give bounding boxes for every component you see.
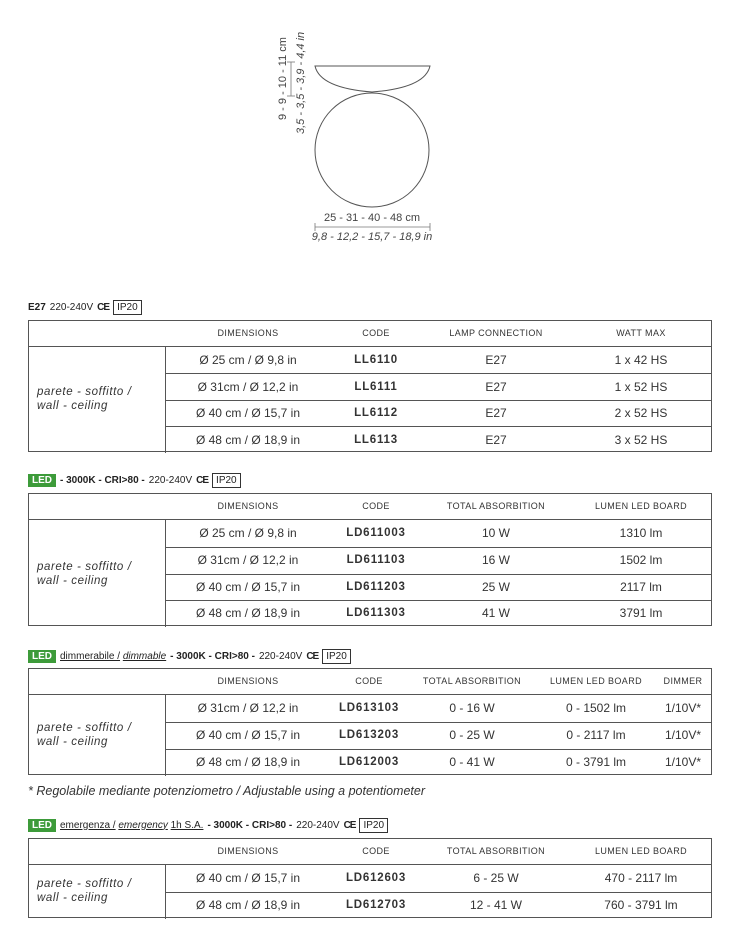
cell-dimensions: Ø 25 cm / Ø 9,8 in: [199, 526, 297, 540]
col-code: CODE: [362, 328, 390, 338]
feature-label-en: emergency: [118, 819, 168, 831]
cell-dimensions: Ø 40 cm / Ø 15,7 in: [195, 728, 301, 742]
cell-code: LD613203: [338, 729, 400, 741]
table-header: [29, 839, 711, 865]
cell-watt-max: 1 x 42 HS: [614, 353, 668, 367]
table-led-dimmable: [28, 668, 712, 775]
voltage-label: 220-240V: [148, 474, 193, 486]
cell-lumen: 0 - 3791 lm: [565, 755, 627, 769]
col-dimensions: DIMENSIONS: [217, 676, 279, 686]
col-lumen-led-board: LUMEN LED BOARD: [594, 846, 688, 856]
cell-lumen: 0 - 1502 lm: [565, 701, 627, 715]
cell-total-absorbition: 16 W: [481, 553, 510, 567]
footnote: * Regolabile mediante potenziometro / Adjustable using a potentiometer: [28, 784, 426, 798]
table-body: [29, 695, 711, 776]
col-lumen-led-board: LUMEN LED BOARD: [594, 501, 688, 511]
table-row: [29, 400, 711, 427]
cell-lamp-connection: E27: [485, 380, 507, 394]
cell-dimensions: Ø 48 cm / Ø 18,9 in: [195, 606, 301, 620]
section-header-led: [28, 472, 241, 488]
cell-total-absorbition: 12 - 41 W: [469, 898, 523, 912]
table-row: [29, 865, 711, 892]
table-led: [28, 493, 712, 626]
table-header: [29, 321, 711, 347]
width-in-label: 9,8 - 12,2 - 15,7 - 18,9 in: [311, 231, 433, 243]
lamp-type-label: E27: [28, 301, 46, 313]
cell-code: LD613103: [338, 702, 400, 714]
voltage-label: 220-240V: [49, 301, 94, 313]
section-header-e27: [28, 299, 142, 315]
cell-total-absorbition: 0 - 25 W: [449, 728, 495, 742]
table-row: [29, 427, 711, 454]
cell-dimmer: 1/10V*: [664, 755, 702, 769]
cell-code: LD611203: [346, 581, 406, 593]
cell-dimensions: Ø 40 cm / Ø 15,7 in: [195, 871, 301, 885]
mount-label-en: wall - ceiling: [37, 892, 109, 904]
cell-total-absorbition: 6 - 25 W: [473, 871, 519, 885]
cell-lamp-connection: E27: [485, 406, 507, 420]
table-led-emergency: [28, 838, 712, 918]
spec-label: - 3000K - CRI>80 -: [60, 474, 145, 486]
cell-watt-max: 2 x 52 HS: [614, 406, 668, 420]
table-body: [29, 520, 711, 627]
table-row: [29, 892, 711, 919]
table-row: [29, 749, 711, 776]
width-cm-label: 25 - 31 - 40 - 48 cm: [324, 212, 420, 224]
col-total-absorbition: TOTAL ABSORBITION: [446, 501, 546, 511]
table-row: [29, 722, 711, 749]
table-row: [29, 574, 711, 601]
feature-label-en: dimmable: [122, 650, 167, 662]
cell-lumen: 2117 lm: [620, 580, 662, 594]
col-total-absorbition: TOTAL ABSORBITION: [422, 676, 522, 686]
voltage-label: 220-240V: [258, 650, 303, 662]
cell-code: LL6113: [354, 434, 398, 446]
cell-code: LD611003: [346, 527, 406, 539]
cell-code: LD612603: [345, 872, 407, 884]
cell-dimensions: Ø 40 cm / Ø 15,7 in: [195, 580, 301, 594]
col-total-absorbition: TOTAL ABSORBITION: [446, 846, 546, 856]
cell-code: LL6112: [354, 407, 398, 419]
table-header: [29, 669, 711, 695]
mount-label-en: wall - ceiling: [37, 575, 109, 587]
cell-dimensions: Ø 31cm / Ø 12,2 in: [197, 380, 299, 394]
col-watt-max: WATT MAX: [616, 328, 666, 338]
cell-total-absorbition: 0 - 16 W: [449, 701, 495, 715]
feature-label-extra: 1h S.A.: [170, 819, 204, 831]
cell-lumen: 1310 lm: [619, 526, 663, 540]
section-header-led-emergency: [28, 817, 388, 833]
led-badge: LED: [28, 474, 56, 487]
col-dimensions: DIMENSIONS: [217, 846, 279, 856]
col-lumen-led-board: LUMEN LED BOARD: [549, 676, 643, 686]
cell-dimensions: Ø 40 cm / Ø 15,7 in: [195, 406, 301, 420]
col-dimensions: DIMENSIONS: [217, 501, 279, 511]
mount-label-it: parete - soffitto /: [37, 878, 132, 890]
cell-watt-max: 3 x 52 HS: [614, 433, 668, 447]
cell-dimensions: Ø 31cm / Ø 12,2 in: [197, 701, 299, 715]
cell-lamp-connection: E27: [485, 433, 507, 447]
table-e27: [28, 320, 712, 452]
col-code: CODE: [362, 846, 390, 856]
led-badge: LED: [28, 650, 56, 663]
feature-label-it: dimmerabile /: [60, 650, 121, 662]
table-row: [29, 374, 711, 401]
cell-lumen: 1502 lm: [619, 553, 663, 567]
table-body: [29, 347, 711, 453]
cell-dimensions: Ø 48 cm / Ø 18,9 in: [195, 755, 301, 769]
cell-dimensions: Ø 25 cm / Ø 9,8 in: [199, 353, 297, 367]
ip-rating-badge: IP20: [212, 473, 241, 488]
table-row: [29, 347, 711, 374]
table-row: [29, 600, 711, 627]
cell-total-absorbition: 41 W: [481, 606, 510, 620]
cell-dimensions: Ø 48 cm / Ø 18,9 in: [195, 898, 301, 912]
col-dimensions: DIMENSIONS: [217, 328, 279, 338]
height-cm-label: 9 - 9 - 10 - 11 cm: [277, 37, 289, 120]
voltage-label: 220-240V: [296, 819, 340, 831]
height-in-label: 3,5 - 3,5 - 3,9 - 4,4 in: [295, 31, 307, 134]
cell-code: LD611103: [346, 554, 406, 566]
cell-lumen: 470 - 2117 lm: [604, 871, 678, 885]
cell-dimmer: 1/10V*: [664, 701, 702, 715]
mount-label-it: parete - soffitto /: [37, 561, 132, 573]
cell-total-absorbition: 25 W: [481, 580, 510, 594]
col-code: CODE: [355, 676, 383, 686]
col-code: CODE: [362, 501, 390, 511]
cell-lamp-connection: E27: [485, 353, 507, 367]
mount-label-it: parete - soffitto /: [37, 386, 132, 398]
table-header: [29, 494, 711, 520]
cell-lumen: 0 - 2117 lm: [566, 728, 626, 742]
ip-rating-badge: IP20: [113, 300, 142, 315]
cell-dimensions: Ø 31cm / Ø 12,2 in: [197, 553, 299, 567]
mount-label-en: wall - ceiling: [37, 736, 109, 748]
cell-total-absorbition: 0 - 41 W: [449, 755, 495, 769]
ip-rating-badge: IP20: [359, 818, 388, 833]
section-header-led-dimmable: [28, 648, 351, 664]
col-lamp-connection: LAMP CONNECTION: [449, 328, 543, 338]
spec-label: - 3000K - CRI>80 -: [207, 819, 293, 831]
table-body: [29, 865, 711, 919]
cell-dimmer: 1/10V*: [664, 728, 702, 742]
mount-label-en: wall - ceiling: [37, 400, 109, 412]
led-badge: LED: [28, 819, 56, 832]
ce-mark-icon: CE: [196, 474, 209, 486]
feature-label-it: emergenza /: [60, 819, 116, 831]
table-row: [29, 547, 711, 574]
cell-lumen: 760 - 3791 lm: [604, 898, 678, 912]
cell-code: LL6110: [354, 354, 398, 366]
ce-mark-icon: CE: [343, 819, 356, 831]
spec-label: - 3000K - CRI>80 -: [170, 650, 255, 662]
cell-code: LD612703: [345, 899, 407, 911]
ip-rating-badge: IP20: [322, 649, 351, 664]
ce-mark-icon: CE: [306, 650, 319, 662]
ce-mark-icon: CE: [97, 301, 110, 313]
table-row: [29, 695, 711, 722]
table-row: [29, 520, 711, 547]
cell-code: LD612003: [338, 756, 400, 768]
cell-lumen: 3791 lm: [619, 606, 663, 620]
cell-dimensions: Ø 48 cm / Ø 18,9 in: [195, 433, 301, 447]
mount-label-it: parete - soffitto /: [37, 722, 132, 734]
cell-watt-max: 1 x 52 HS: [614, 380, 668, 394]
cell-code: LL6111: [354, 381, 398, 393]
cell-code: LD611303: [346, 607, 406, 619]
cell-total-absorbition: 10 W: [481, 526, 510, 540]
col-dimmer: DIMMER: [663, 676, 703, 686]
product-drawing: [0, 0, 737, 260]
